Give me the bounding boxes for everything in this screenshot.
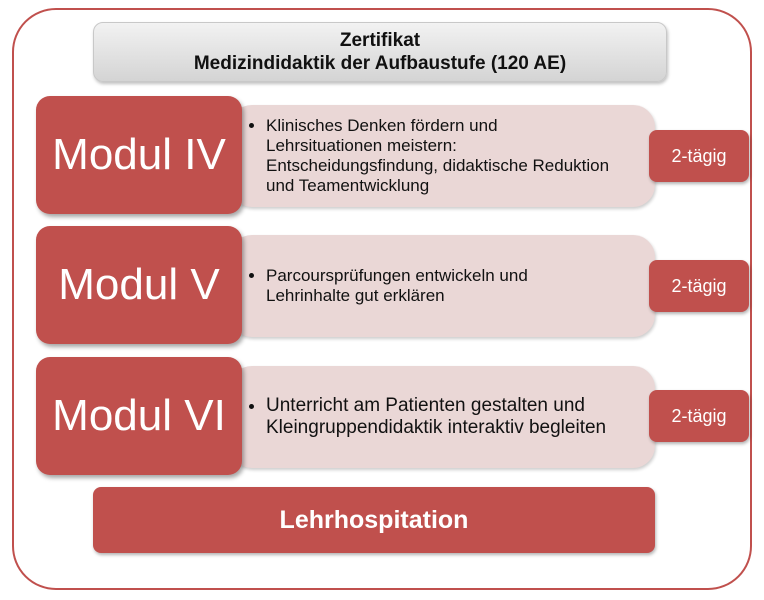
module-6-duration-badge xyxy=(649,390,749,442)
module-6-title: Modul VI xyxy=(52,391,226,440)
module-5-box xyxy=(36,226,242,344)
module-5-duration-badge xyxy=(649,260,749,312)
module-4-box xyxy=(36,96,242,214)
module-6-box xyxy=(36,357,242,475)
certificate-subtitle: Medizindidaktik der Aufbaustufe (120 AE) xyxy=(193,53,567,74)
module-4-duration-badge xyxy=(649,130,749,182)
module-4-description: • Klinisches Denken fördern und Lehrsituationen meistern: Entscheidungsfindung, didaktische Reduktion und Teamentwicklung xyxy=(266,116,615,196)
module-4-description-box xyxy=(230,105,655,207)
certificate-title: Zertifikat xyxy=(339,30,421,51)
module-5-title: Modul V xyxy=(58,260,220,309)
module-5-description: • Parcoursprüfungen entwickeln und Lehrinhalte gut erklären xyxy=(266,266,615,306)
module-6-description-box xyxy=(230,366,655,468)
module-6-description: • Unterricht am Patienten gestalten und Kleingruppendidaktik interaktiv begleiten xyxy=(266,395,615,439)
module-5-description-box xyxy=(230,235,655,337)
lehrhospitation-bar xyxy=(93,487,655,553)
module-5-duration: 2-tägig xyxy=(671,275,727,296)
module-6-duration: 2-tägig xyxy=(671,405,727,426)
module-4-duration: 2-tägig xyxy=(671,145,727,166)
certificate-header xyxy=(93,22,667,82)
lehrhospitation-label: Lehrhospitation xyxy=(279,505,469,534)
module-4-title: Modul IV xyxy=(52,130,226,179)
